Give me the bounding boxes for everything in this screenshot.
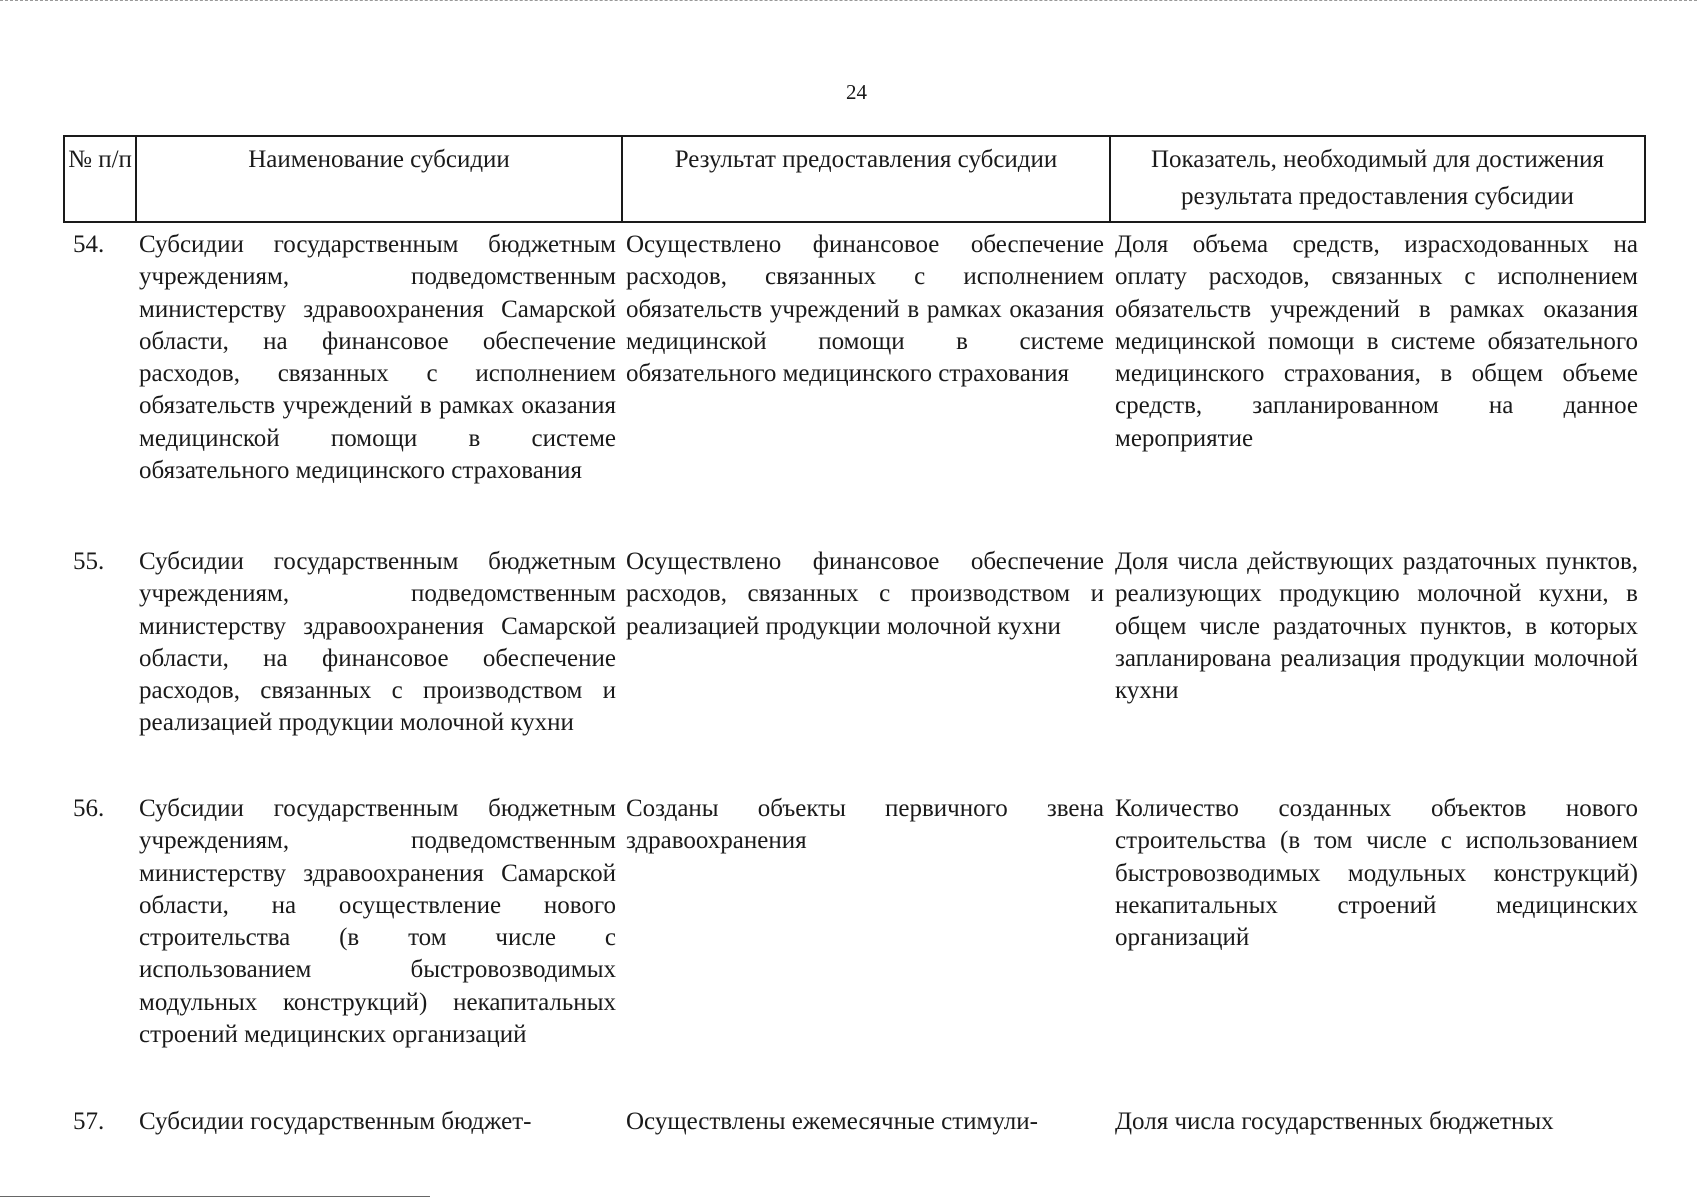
- header-indicator: Показатель, необходимый для достижения результата предоставления субсидии: [1110, 136, 1645, 222]
- subsidy-indicator: Количество созданных объектов нового строительства (в том числе с использованием быстровозводимых модульных конструкций) некапитальных строений медицинских организаций: [1115, 795, 1638, 952]
- subsidy-name: Субсидии государственным бюджетным учреждениям, подведомственным министерству здравоохранения Самарской области, на осуществление нового строительства (в том числе с использованием быстровозводимых модульных конструкций) некапитальных строений медицинских организаций: [139, 795, 616, 1049]
- table-header: [63, 135, 1646, 223]
- page-number: 24: [846, 80, 867, 104]
- subsidy-name: Субсидии государственным бюджет-: [139, 1108, 532, 1135]
- subsidy-name: Субсидии государственным бюджетным учреждениям, подведомственным министерству здравоохранения Самарской области, на финансовое обеспечение расходов, связанных с исполнением обязательств учреждений в рамках оказания медицинской помощи в системе обязательного медицинского страхования: [139, 231, 616, 485]
- header-name: Наименование субсидии: [136, 136, 622, 222]
- subsidy-name: Субсидии государственным бюджетным учреждениям, подведомственным министерству здравоохранения Самарской области, на финансовое обеспечение расходов, связанных с производством и реализацией продукции молочной кухни: [139, 548, 616, 737]
- subsidy-indicator: Доля объема средств, израсходованных на оплату расходов, связанных с исполнением обязательств учреждений в рамках оказания медицинской помощи в системе обязательного медицинского страхования, в общем объеме средств, запланированном на данное мероприятие: [1115, 231, 1638, 452]
- subsidy-indicator: Доля числа действующих раздаточных пунктов, реализующих продукцию молочной кухни, в общем числе раздаточных пунктов, в которых запланирована реализация продукции молочной кухни: [1115, 548, 1638, 705]
- row-number: 56.: [73, 795, 105, 822]
- row-number: 57.: [73, 1108, 105, 1135]
- subsidy-result: Осуществлены ежемесячные стимули-: [626, 1108, 1038, 1135]
- row-number: 55.: [73, 548, 105, 575]
- subsidy-result: Созданы объекты первичного звена здравоохранения: [626, 795, 1104, 855]
- subsidy-result: Осуществлено финансовое обеспечение расходов, связанных с исполнением обязательств учреждений в рамках оказания медицинской помощи в системе обязательного медицинского страхования: [626, 231, 1104, 388]
- footer-rule: [0, 1196, 430, 1197]
- top-edge-rule: [0, 0, 1697, 1]
- subsidy-result: Осуществлено финансовое обеспечение расходов, связанных с производством и реализацией продукции молочной кухни: [626, 548, 1104, 640]
- row-number: 54.: [73, 231, 105, 258]
- header-result: Результат предоставления субсидии: [622, 136, 1110, 222]
- header-num: № п/п: [64, 136, 136, 222]
- subsidy-indicator: Доля числа государственных бюджетных: [1115, 1108, 1554, 1135]
